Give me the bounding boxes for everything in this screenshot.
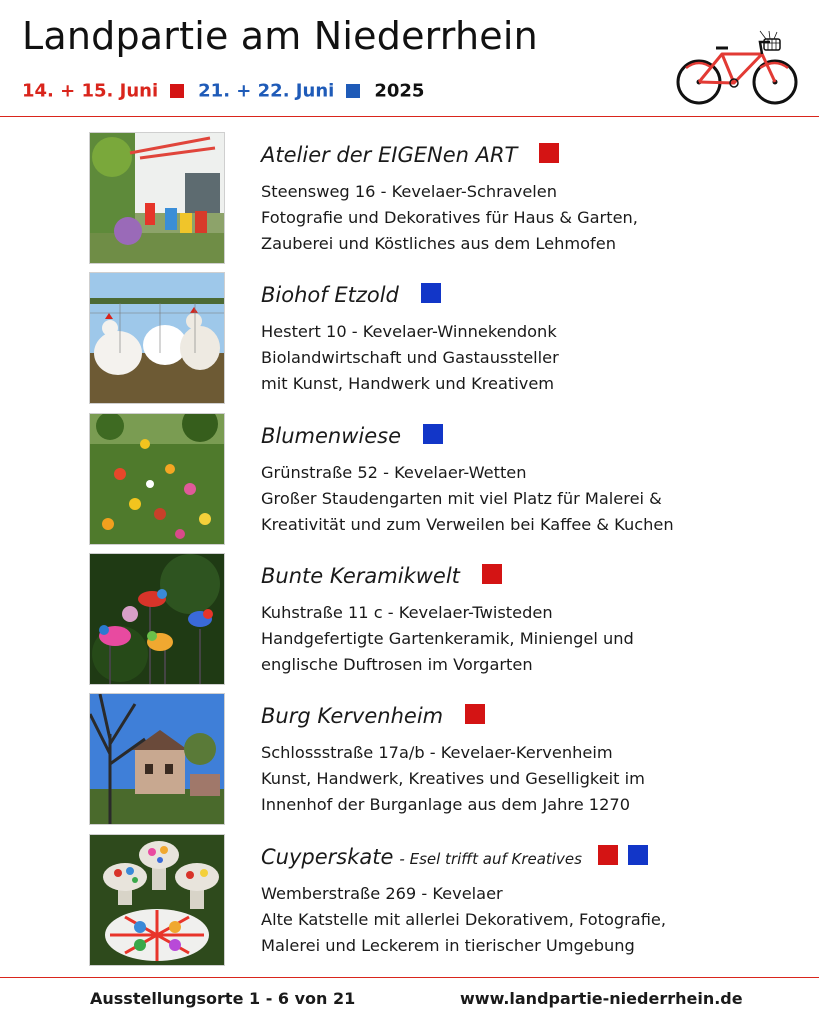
exhibitor-description: Kreativität und zum Verweilen bei Kaffee & Kuchen (261, 515, 674, 534)
red-weekend-marker-icon (482, 564, 502, 584)
exhibitor-description: Alte Katstelle mit allerlei Dekorativem, Fotografie, (261, 910, 667, 929)
exhibitor-name: Blumenwiese (261, 424, 402, 448)
page-counter: Ausstellungsorte 1 - 6 von 21 (90, 989, 356, 1008)
exhibitor-address: Hestert 10 - Kevelaer-Winnekendonk (261, 322, 557, 341)
exhibitor-name: Bunte Keramikwelt (261, 564, 460, 588)
exhibitor-description: Innenhof der Burganlage aus dem Jahre 1270 (261, 795, 631, 814)
website-link[interactable]: www.landpartie-niederrhein.de (460, 989, 743, 1008)
blue-weekend-marker-icon (421, 283, 441, 303)
exhibitor-description: Großer Staudengarten mit viel Platz für Malerei & (261, 489, 662, 508)
bicycle-icon (676, 30, 798, 108)
red-weekend-marker-icon (539, 143, 559, 163)
exhibitor-description: mit Kunst, Handwerk und Kreativem (261, 374, 555, 393)
exhibitor-subtitle: - Esel trifft auf Kreatives (399, 850, 582, 868)
photo-garden-chairs (90, 133, 224, 263)
photo-flower-meadow (90, 414, 224, 544)
exhibitor-description: Zauberei und Köstliches aus dem Lehmofen (261, 234, 616, 253)
photo-chickens (90, 273, 224, 403)
exhibitor-name: Biohof Etzold (261, 283, 399, 307)
dates-weekend-2: 21. + 22. Juni (198, 80, 335, 102)
exhibitor-description: englische Duftrosen im Vorgarten (261, 655, 533, 674)
exhibitor-description: Kunst, Handwerk, Kreatives und Geselligkeit im (261, 769, 645, 788)
event-year: 2025 (374, 80, 425, 102)
red-weekend-marker-icon (465, 704, 485, 724)
red-weekend-marker-icon (598, 845, 618, 865)
exhibitor-address: Wemberstraße 269 - Kevelaer (261, 884, 503, 903)
exhibitor-entry (90, 835, 810, 967)
exhibitor-entry (90, 414, 810, 546)
exhibitor-description: Biolandwirtschaft und Gastaussteller (261, 348, 559, 367)
exhibitor-entry (90, 554, 810, 686)
photo-mosaic-mushrooms (90, 835, 224, 965)
exhibitor-address: Steensweg 16 - Kevelaer-Schravelen (261, 182, 557, 201)
exhibitor-name: Burg Kervenheim (261, 704, 444, 728)
exhibitor-entry (90, 273, 810, 405)
red-square-icon (170, 84, 184, 98)
bottom-divider (0, 977, 819, 978)
photo-castle (90, 694, 224, 824)
top-divider (0, 116, 819, 117)
page-title: Landpartie am Niederrhein (22, 14, 538, 58)
blue-square-icon (346, 84, 360, 98)
photo-ceramic-birds (90, 554, 224, 684)
exhibitor-entry (90, 694, 810, 826)
exhibitor-name: Cuyperskate (261, 845, 394, 869)
exhibitor-address: Schlossstraße 17a/b - Kevelaer-Kervenheim (261, 743, 613, 762)
blue-weekend-marker-icon (628, 845, 648, 865)
exhibitor-description: Fotografie und Dekoratives für Haus & Garten, (261, 208, 638, 227)
exhibitor-description: Malerei und Leckerem in tierischer Umgebung (261, 936, 635, 955)
dates-weekend-1: 14. + 15. Juni (22, 80, 159, 102)
exhibitor-description: Handgefertigte Gartenkeramik, Miniengel und (261, 629, 634, 648)
exhibitor-entry (90, 133, 810, 265)
event-dates (22, 80, 424, 102)
blue-weekend-marker-icon (423, 424, 443, 444)
exhibitor-name: Atelier der EIGENen ART (261, 143, 518, 167)
exhibitor-address: Grünstraße 52 - Kevelaer-Wetten (261, 463, 527, 482)
exhibitor-address: Kuhstraße 11 c - Kevelaer-Twisteden (261, 603, 553, 622)
